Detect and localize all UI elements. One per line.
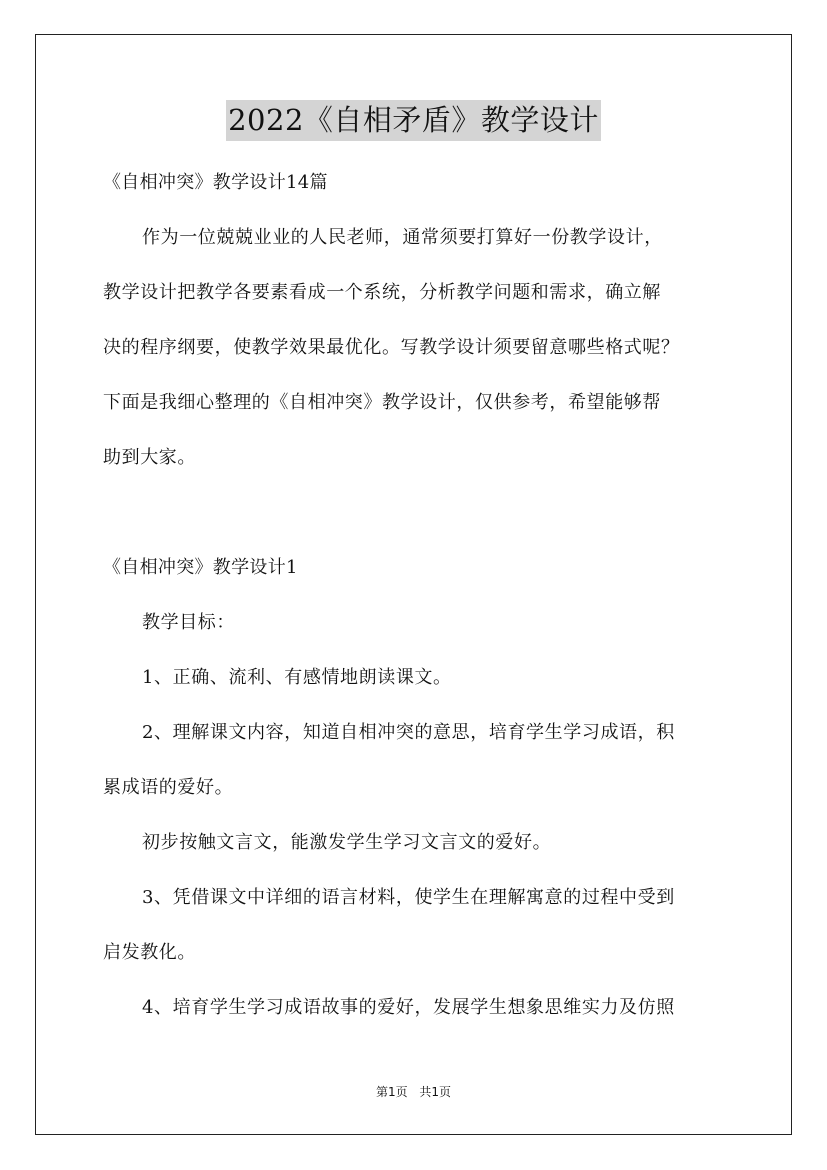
- section-heading: 《自相冲突》教学设计14篇: [103, 172, 328, 193]
- paragraph-line: 助到大家。: [103, 447, 196, 468]
- paragraph-line: 启发教化。: [103, 942, 196, 963]
- page-footer: [0, 1084, 827, 1100]
- paragraph-line: 累成语的爱好。: [103, 777, 234, 798]
- page-number-total: 共1页: [419, 1085, 452, 1099]
- paragraph-line: 2、理解课文内容，知道自相冲突的意思，培育学生学习成语，积: [142, 722, 675, 743]
- paragraph-line: 下面是我细心整理的《自相冲突》教学设计，仅供参考，希望能够帮: [103, 392, 661, 413]
- paragraph-line: 教学目标：: [142, 612, 235, 633]
- paragraph-line: 4、培育学生学习成语故事的爱好，发展学生想象思维实力及仿照: [142, 997, 675, 1018]
- page-number-current: 第1页: [375, 1085, 408, 1099]
- paragraph-line: 1、正确、流利、有感情地朗读课文。: [142, 667, 452, 688]
- title-container: [0, 100, 827, 141]
- paragraph-line: 作为一位兢兢业业的人民老师，通常须要打算好一份教学设计，: [142, 227, 663, 248]
- paragraph-line: 3、凭借课文中详细的语言材料，使学生在理解寓意的过程中受到: [142, 887, 675, 908]
- paragraph-line: 教学设计把教学各要素看成一个系统，分析教学问题和需求，确立解: [103, 282, 661, 303]
- paragraph-line: 决的程序纲要，使教学效果最优化。写教学设计须要留意哪些格式呢？: [103, 337, 680, 358]
- document-title: 2022《自相矛盾》教学设计: [226, 100, 601, 141]
- paragraph-line: 初步按触文言文，能激发学生学习文言文的爱好。: [142, 832, 552, 853]
- document-body: [103, 172, 753, 1052]
- section-heading: 《自相冲突》教学设计1: [103, 557, 298, 578]
